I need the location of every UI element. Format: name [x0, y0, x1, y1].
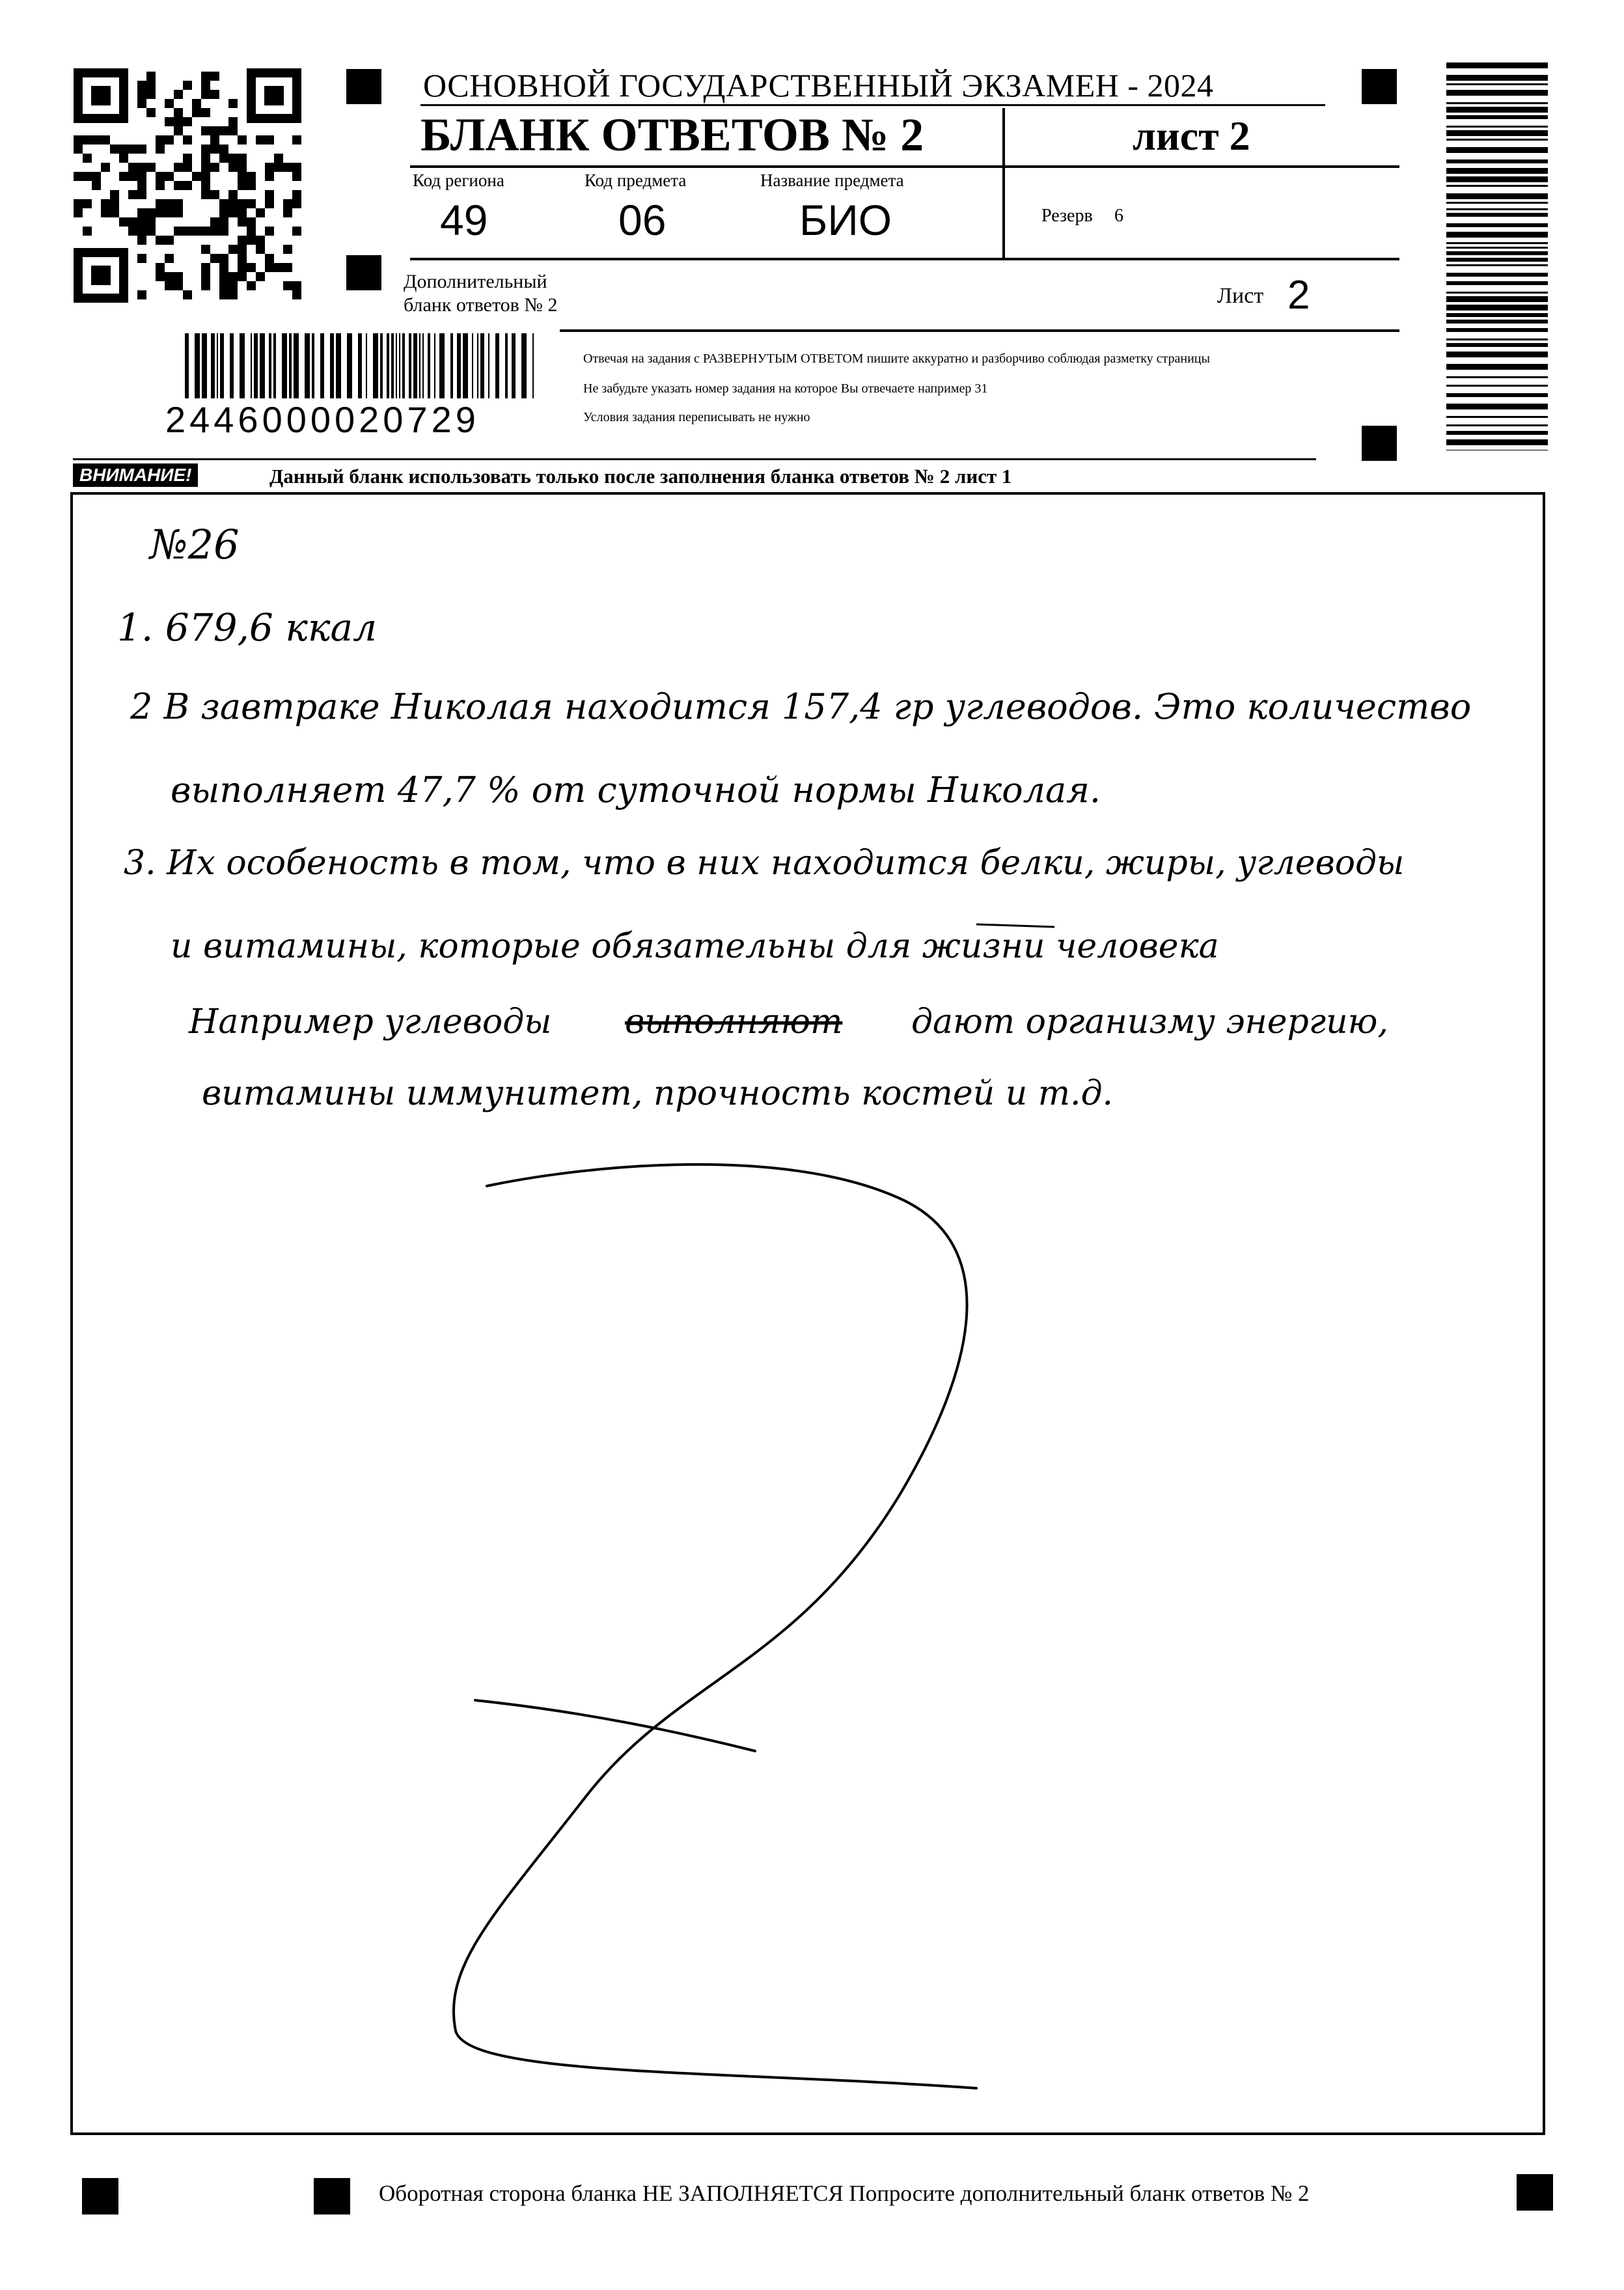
- answer-line-1: 1. 679,6 ккал: [117, 605, 378, 650]
- reserve-label: Резерв: [1041, 206, 1093, 226]
- region-value: 49: [440, 196, 488, 244]
- barcode-number: 2446000020729: [165, 399, 480, 440]
- footer-text: Оборотная сторона бланка НЕ ЗАПОЛНЯЕТСЯ Попросите дополнительный бланк ответов № 2: [379, 2181, 1310, 2206]
- instruction-line-3: Условия задания переписывать не нужно: [583, 410, 810, 424]
- answer-line-7: витамины иммунитет, прочность костей и т.д.: [202, 1074, 1114, 1113]
- alignment-marker-bottom-center: [314, 2178, 350, 2214]
- alignment-marker-top-right: [1362, 69, 1397, 104]
- warning-badge: ВНИМАНИЕ!: [73, 463, 198, 487]
- answer-line-2: 2 В завтраке Николая находится 157,4 гр углеводов. Это количество: [130, 686, 1472, 727]
- region-label: Код региона: [413, 171, 504, 190]
- subject-code-value: 06: [618, 196, 667, 244]
- instruction-line-2: Не забудьте указать номер задания на которое Вы отвечаете например 31: [583, 381, 988, 396]
- header-rule-1: [410, 165, 1399, 168]
- form-barcode: [185, 333, 536, 404]
- subject-code-label: Код предмета: [585, 171, 687, 190]
- title-underline: [420, 104, 1325, 106]
- alignment-marker-mid-left: [346, 255, 381, 290]
- answer-line-4: 3. Их особеность в том, что в них находится белки, жиры, углеводы: [124, 844, 1405, 883]
- header-rule-3: [560, 329, 1399, 332]
- warning-text: Данный бланк использовать только после заполнения бланка ответов № 2 лист 1: [269, 465, 1012, 488]
- answer-line-3: выполняет 47,7 % от суточной нормы Николая.: [171, 769, 1101, 810]
- side-barcode: [1446, 62, 1550, 453]
- answer-area[interactable]: [70, 492, 1545, 2135]
- additional-label-line2: бланк ответов № 2: [404, 294, 558, 316]
- additional-label-line1: Дополнительный: [404, 271, 547, 292]
- qr-code: [73, 68, 302, 303]
- header-rule-2: [410, 258, 1399, 260]
- subject-name-value: БИО: [799, 196, 892, 244]
- alignment-marker-bottom-right: [1517, 2174, 1553, 2211]
- task-number: №26: [150, 521, 240, 568]
- instruction-line-1: Отвечая на задания с РАЗВЕРНУТЫМ ОТВЕТОМ пишите аккуратно и разборчиво соблюдая разметку страницы: [583, 352, 1210, 366]
- answer-line-5: и витамины, которые обязательны для жизни человека: [171, 927, 1219, 966]
- title-divider: [1002, 108, 1005, 168]
- reserve-value: 6: [1114, 206, 1123, 226]
- warning-top-rule: [73, 458, 1316, 460]
- alignment-marker-bottom-left: [82, 2178, 118, 2214]
- alignment-marker-right: [1362, 426, 1397, 461]
- sheet-value: 2: [1287, 273, 1310, 318]
- answer-line-6a: Например углеводы: [189, 1002, 552, 1042]
- sheet-label: Лист: [1217, 284, 1264, 308]
- subject-name-label: Название предмета: [760, 171, 904, 190]
- sheet-title: лист 2: [1133, 113, 1250, 159]
- form-title: БЛАНК ОТВЕТОВ № 2: [420, 109, 924, 161]
- codes-divider: [1002, 168, 1005, 259]
- alignment-marker-top-left: [346, 69, 381, 104]
- exam-title: ОСНОВНОЙ ГОСУДАРСТВЕННЫЙ ЭКЗАМЕН - 2024: [423, 67, 1214, 103]
- answer-line-6b: дают организму энергию,: [911, 1002, 1388, 1042]
- answer-line-6-struck: выполняют: [625, 1002, 843, 1042]
